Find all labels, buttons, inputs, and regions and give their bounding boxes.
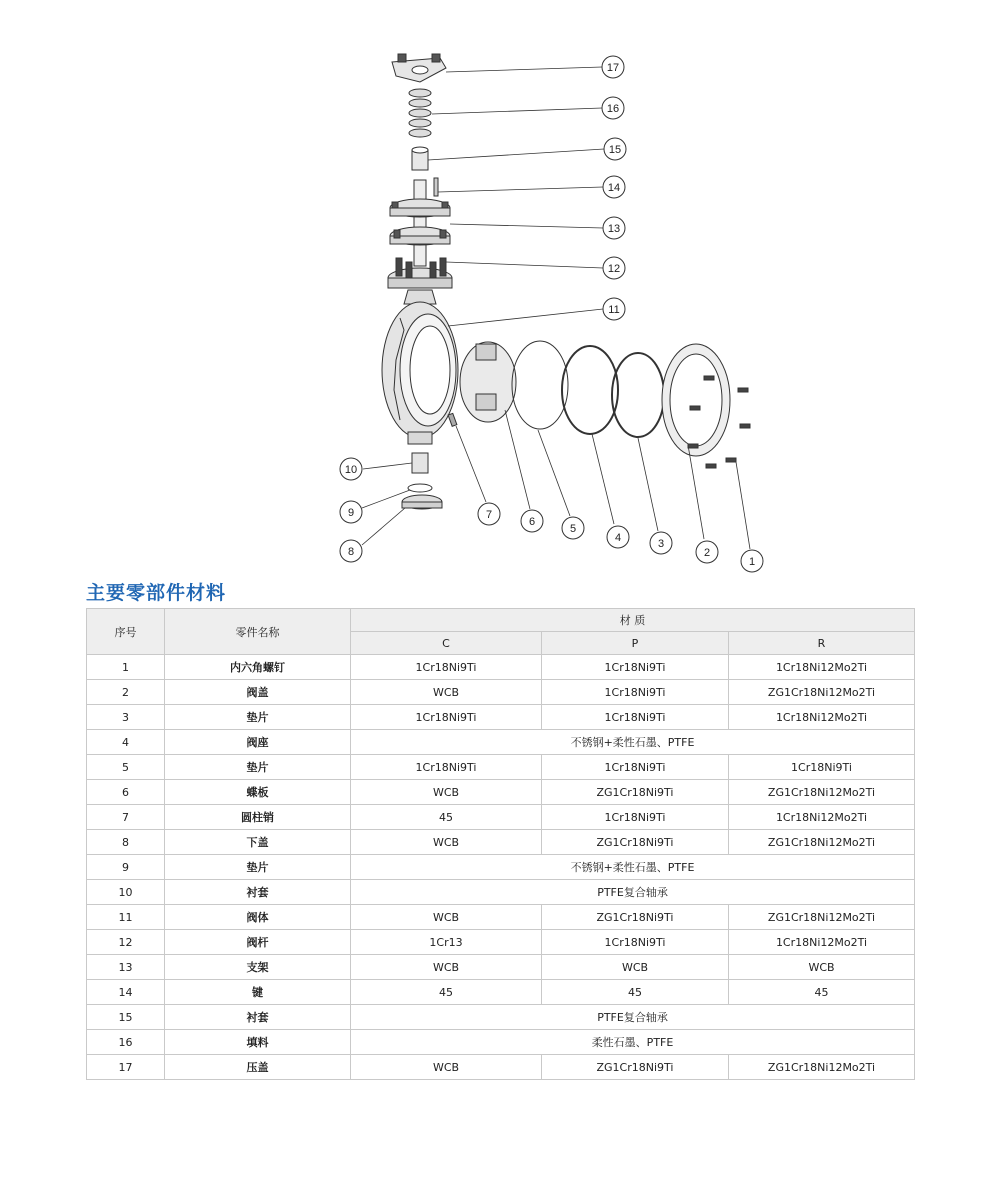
cell-material-c: WCB (351, 955, 542, 980)
exploded-view-svg (0, 0, 1000, 575)
callout-9 (340, 501, 362, 523)
table-row (87, 805, 915, 830)
svg-text:14: 14 (607, 182, 621, 194)
bracket-lower-flange (390, 227, 450, 245)
cell-material-merged: 不锈钢+柔性石墨、PTFE (351, 855, 915, 880)
cell-part-name: 填料 (165, 1030, 351, 1055)
cell-no: 15 (87, 1005, 165, 1030)
svg-text:6: 6 (528, 516, 536, 528)
cell-material-c: 45 (351, 980, 542, 1005)
cell-material-c: WCB (351, 905, 542, 930)
header-name: 零件名称 (165, 609, 351, 655)
cell-material-p: WCB (542, 955, 729, 980)
header-material: 材 质 (351, 609, 915, 632)
cell-part-name: 压盖 (165, 1055, 351, 1080)
cell-part-name: 内六角螺钉 (165, 655, 351, 680)
cell-no: 4 (87, 730, 165, 755)
cell-no: 9 (87, 855, 165, 880)
callout-4 (607, 526, 629, 548)
key-part (434, 178, 438, 196)
cell-part-name: 阀盖 (165, 680, 351, 705)
lower-bushing (412, 453, 428, 473)
table-row (87, 1055, 915, 1080)
cell-material-r: ZG1Cr18Ni12Mo2Ti (729, 680, 915, 705)
header-grade-r: R (729, 632, 915, 655)
cell-material-merged: PTFE复合轴承 (351, 1005, 915, 1030)
callout-1 (741, 550, 763, 572)
upper-bushing (412, 147, 428, 170)
cell-material-r: 1Cr18Ni12Mo2Ti (729, 930, 915, 955)
cell-material-r: ZG1Cr18Ni12Mo2Ti (729, 1055, 915, 1080)
cell-part-name: 衬套 (165, 1005, 351, 1030)
cell-part-name: 支架 (165, 955, 351, 980)
cell-material-r: WCB (729, 955, 915, 980)
cell-material-p: ZG1Cr18Ni9Ti (542, 1055, 729, 1080)
cell-material-r: 45 (729, 980, 915, 1005)
cell-material-r: 1Cr18Ni12Mo2Ti (729, 655, 915, 680)
svg-text:8: 8 (347, 546, 355, 558)
cell-part-name: 垫片 (165, 705, 351, 730)
cell-no: 3 (87, 705, 165, 730)
cell-material-merged: 不锈钢+柔性石墨、PTFE (351, 730, 915, 755)
exploded-view-diagram (0, 0, 1000, 575)
table-row (87, 780, 915, 805)
cell-no: 1 (87, 655, 165, 680)
cell-material-c: 1Cr18Ni9Ti (351, 705, 542, 730)
cell-no: 10 (87, 880, 165, 905)
cell-no: 5 (87, 755, 165, 780)
cell-part-name: 衬套 (165, 880, 351, 905)
callout-12 (603, 257, 625, 279)
cell-material-c: WCB (351, 830, 542, 855)
cell-part-name: 垫片 (165, 855, 351, 880)
cell-material-p: ZG1Cr18Ni9Ti (542, 905, 729, 930)
cell-part-name: 阀杆 (165, 930, 351, 955)
cover-ring (662, 344, 730, 456)
table-row (87, 880, 915, 905)
table-row (87, 705, 915, 730)
callout-13 (603, 217, 625, 239)
cell-material-p: 1Cr18Ni9Ti (542, 805, 729, 830)
svg-text:7: 7 (485, 509, 493, 521)
svg-text:9: 9 (347, 507, 355, 519)
cell-part-name: 阀座 (165, 730, 351, 755)
callout-2 (696, 541, 718, 563)
cell-material-p: ZG1Cr18Ni9Ti (542, 780, 729, 805)
materials-table (86, 608, 915, 1080)
cell-material-r: 1Cr18Ni12Mo2Ti (729, 805, 915, 830)
svg-text:12: 12 (607, 263, 621, 275)
cell-material-p: 1Cr18Ni9Ti (542, 755, 729, 780)
svg-text:10: 10 (344, 464, 358, 476)
cell-no: 17 (87, 1055, 165, 1080)
header-grade-p: P (542, 632, 729, 655)
table-row (87, 1030, 915, 1055)
svg-text:2: 2 (703, 547, 711, 559)
cell-part-name: 下盖 (165, 830, 351, 855)
cell-material-c: 1Cr18Ni9Ti (351, 755, 542, 780)
table-header (87, 609, 915, 655)
svg-text:5: 5 (569, 523, 577, 535)
svg-text:3: 3 (657, 538, 665, 550)
header-grade-c: C (351, 632, 542, 655)
gasket-3 (612, 353, 664, 437)
cell-part-name: 垫片 (165, 755, 351, 780)
callout-15 (604, 138, 626, 160)
stem-part (414, 180, 426, 266)
cell-part-name: 蝶板 (165, 780, 351, 805)
cell-part-name: 键 (165, 980, 351, 1005)
cell-no: 6 (87, 780, 165, 805)
cell-material-c: 1Cr18Ni9Ti (351, 655, 542, 680)
callout-3 (650, 532, 672, 554)
cell-no: 16 (87, 1030, 165, 1055)
cell-part-name: 阀体 (165, 905, 351, 930)
cell-no: 8 (87, 830, 165, 855)
svg-text:11: 11 (608, 304, 620, 316)
gland-part (392, 54, 446, 82)
packing-rings (409, 89, 431, 137)
table-body (87, 655, 915, 1080)
cell-material-r: 1Cr18Ni9Ti (729, 755, 915, 780)
cell-material-p: 1Cr18Ni9Ti (542, 705, 729, 730)
cell-material-p: 45 (542, 980, 729, 1005)
cell-material-r: ZG1Cr18Ni12Mo2Ti (729, 905, 915, 930)
svg-text:1: 1 (748, 556, 756, 568)
cell-material-r: 1Cr18Ni12Mo2Ti (729, 705, 915, 730)
valve-body (382, 302, 458, 444)
table-row (87, 855, 915, 880)
svg-text:16: 16 (606, 103, 620, 115)
table-row (87, 680, 915, 705)
table-row (87, 955, 915, 980)
callout-6 (521, 510, 543, 532)
bottom-gasket (408, 484, 432, 492)
header-no: 序号 (87, 609, 165, 655)
pin-part (448, 413, 457, 426)
cell-material-r: ZG1Cr18Ni12Mo2Ti (729, 780, 915, 805)
cell-material-c: WCB (351, 780, 542, 805)
callout-17 (602, 56, 624, 78)
cell-material-merged: 柔性石墨、PTFE (351, 1030, 915, 1055)
table-row (87, 980, 915, 1005)
cell-material-c: 45 (351, 805, 542, 830)
cell-material-p: 1Cr18Ni9Ti (542, 930, 729, 955)
svg-text:17: 17 (606, 62, 620, 74)
callout-8 (340, 540, 362, 562)
cell-material-c: 1Cr13 (351, 930, 542, 955)
cell-material-c: WCB (351, 680, 542, 705)
table-row (87, 905, 915, 930)
table-row (87, 655, 915, 680)
disc-part (460, 342, 516, 422)
cell-material-merged: PTFE复合轴承 (351, 880, 915, 905)
svg-text:4: 4 (614, 532, 622, 544)
table-row (87, 755, 915, 780)
cell-material-p: 1Cr18Ni9Ti (542, 655, 729, 680)
seat-part (562, 346, 618, 434)
callout-7 (478, 503, 500, 525)
gasket-5 (512, 341, 568, 429)
callout-16 (602, 97, 624, 119)
table-row (87, 830, 915, 855)
bottom-cover (402, 495, 442, 509)
cell-part-name: 圆柱销 (165, 805, 351, 830)
cell-material-p: 1Cr18Ni9Ti (542, 680, 729, 705)
cell-material-p: ZG1Cr18Ni9Ti (542, 830, 729, 855)
cell-material-c: WCB (351, 1055, 542, 1080)
cell-no: 11 (87, 905, 165, 930)
cell-no: 12 (87, 930, 165, 955)
table-row (87, 1005, 915, 1030)
callout-10 (340, 458, 362, 480)
bracket-upper-flange (390, 199, 450, 217)
svg-text:13: 13 (607, 223, 621, 235)
cell-no: 13 (87, 955, 165, 980)
callout-5 (562, 517, 584, 539)
callout-14 (603, 176, 625, 198)
callout-11 (603, 298, 625, 320)
cell-no: 7 (87, 805, 165, 830)
cell-no: 14 (87, 980, 165, 1005)
table-row (87, 930, 915, 955)
cell-no: 2 (87, 680, 165, 705)
svg-text:15: 15 (608, 144, 622, 156)
cell-material-r: ZG1Cr18Ni12Mo2Ti (729, 830, 915, 855)
section-title: 主要零部件材料 (86, 582, 227, 604)
table-row (87, 730, 915, 755)
